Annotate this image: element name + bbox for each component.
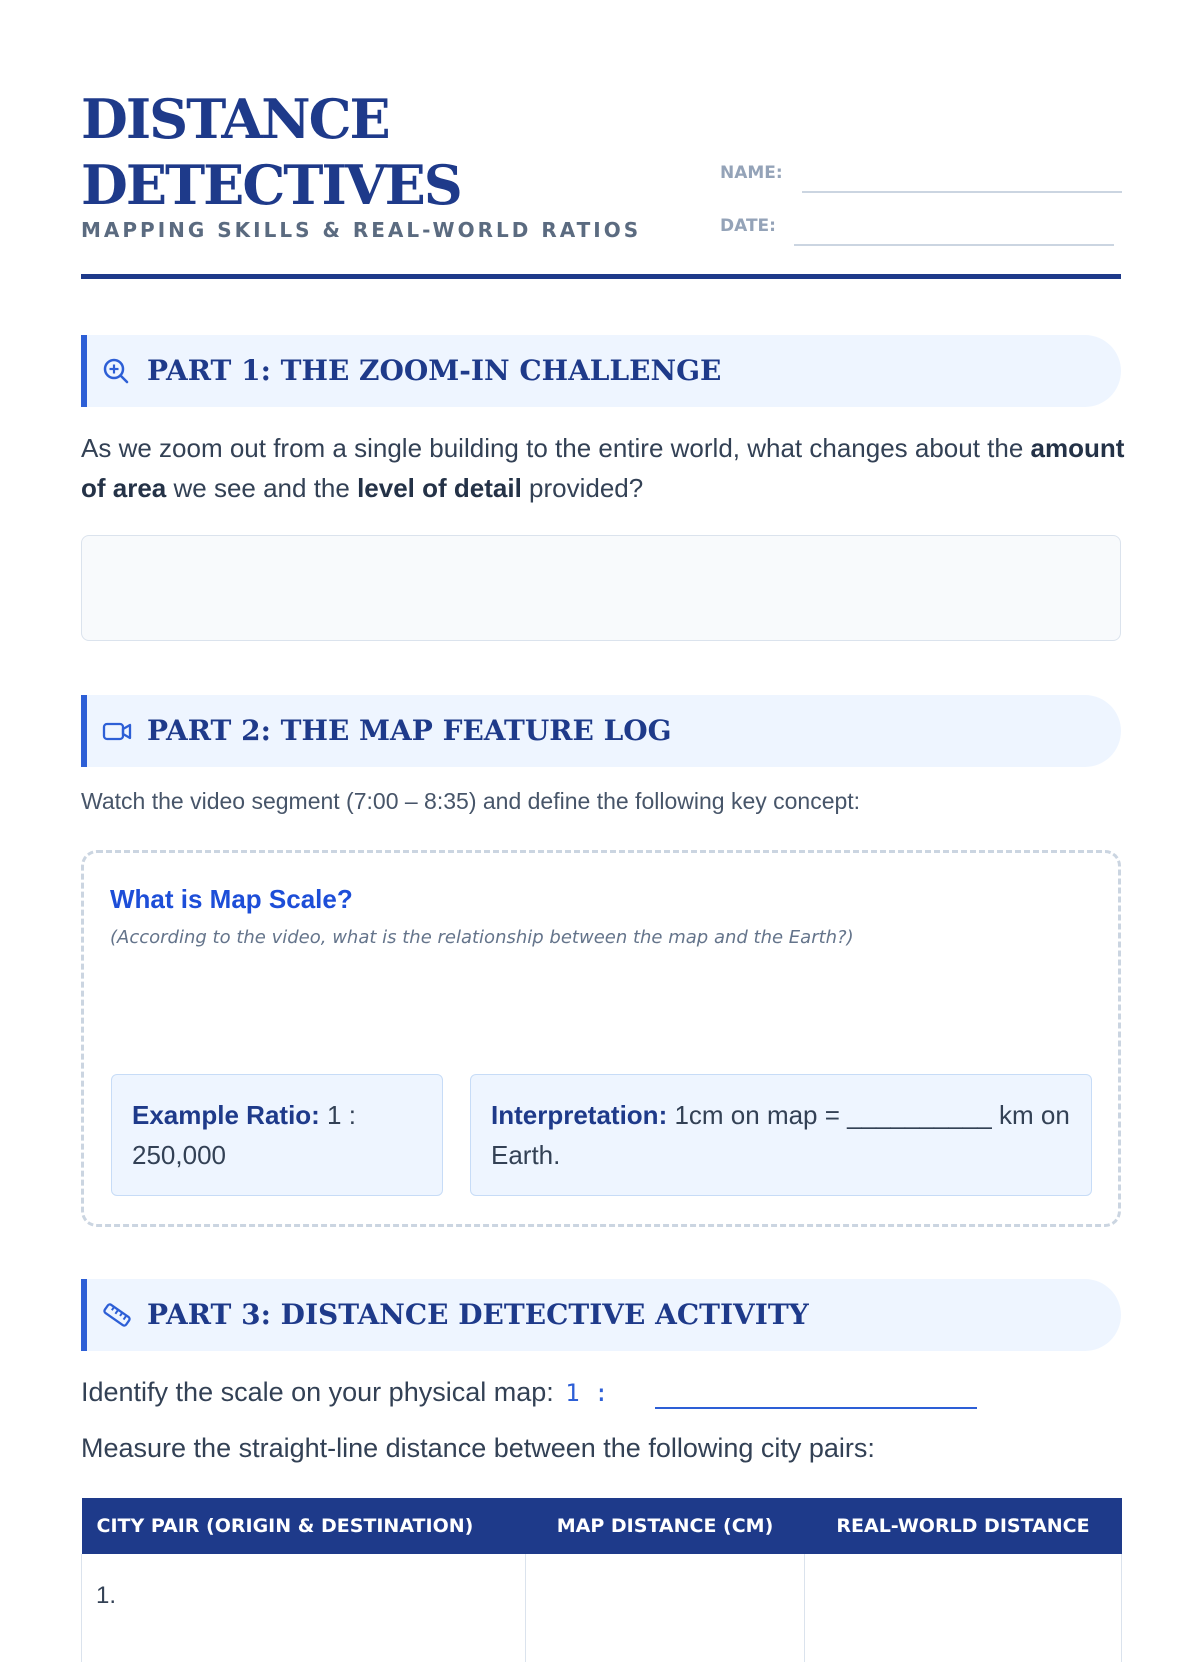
distance-table bbox=[81, 1498, 1122, 1662]
part1-answer-box[interactable] bbox=[81, 535, 1121, 641]
example-ratio-label: Example Ratio: bbox=[132, 1100, 320, 1130]
part1-question-bold-a: amount of area bbox=[81, 433, 1125, 503]
part1-question-bold-b: level of detail bbox=[357, 473, 522, 503]
part1-question bbox=[81, 428, 1131, 508]
example-ratio-card bbox=[111, 1074, 443, 1196]
interpretation-card bbox=[470, 1074, 1092, 1196]
section-header-part1 bbox=[81, 335, 1121, 407]
zoom-in-icon bbox=[101, 357, 133, 385]
date-label: DATE: bbox=[720, 216, 776, 236]
map-distance-cell[interactable] bbox=[526, 1554, 805, 1662]
map-scale-hint: (According to the video, what is the relationship between the map and the Earth?) bbox=[110, 927, 854, 948]
interpretation-label: Interpretation: bbox=[491, 1100, 668, 1130]
title-line-2: DETECTIVES bbox=[81, 153, 461, 217]
page-title bbox=[81, 86, 601, 218]
scale-ratio-prefix: 1 : bbox=[565, 1379, 609, 1407]
name-field[interactable] bbox=[802, 191, 1122, 193]
section-header-part3 bbox=[81, 1279, 1121, 1351]
interpretation-value: 1cm on map = __________ km on Earth. bbox=[491, 1100, 1070, 1170]
ruler-icon bbox=[101, 1301, 133, 1329]
table-header-row bbox=[82, 1498, 1122, 1554]
name-label: NAME: bbox=[720, 163, 783, 183]
table-row bbox=[82, 1554, 1122, 1662]
real-distance-cell[interactable] bbox=[805, 1554, 1122, 1662]
part1-question-text-a: As we zoom out from a single building to the entire world, what changes about the bbox=[81, 433, 1031, 463]
col-header-map-distance: MAP DISTANCE (CM) bbox=[526, 1498, 805, 1554]
part1-question-text-b: we see and the bbox=[166, 473, 358, 503]
section-header-part2 bbox=[81, 695, 1121, 767]
part1-title: PART 1: THE ZOOM-IN CHALLENGE bbox=[147, 354, 722, 387]
scale-prompt-row bbox=[81, 1377, 609, 1408]
page-subtitle: MAPPING SKILLS & REAL-WORLD RATIOS bbox=[81, 218, 642, 242]
measure-prompt: Measure the straight-line distance between the following city pairs: bbox=[81, 1433, 875, 1463]
col-header-real-distance: REAL-WORLD DISTANCE bbox=[805, 1498, 1122, 1554]
scale-prompt: Identify the scale on your physical map: bbox=[81, 1377, 554, 1407]
header-divider bbox=[81, 274, 1121, 279]
map-scale-question: What is Map Scale? bbox=[110, 884, 353, 914]
col-header-city-pair: CITY PAIR (ORIGIN & DESTINATION) bbox=[82, 1498, 526, 1554]
scale-answer-field[interactable] bbox=[655, 1407, 977, 1409]
part2-title: PART 2: THE MAP FEATURE LOG bbox=[147, 714, 672, 747]
city-pair-cell[interactable]: 1. bbox=[82, 1554, 526, 1662]
part3-title: PART 3: DISTANCE DETECTIVE ACTIVITY bbox=[147, 1298, 809, 1331]
date-field[interactable] bbox=[794, 244, 1114, 246]
part2-intro: Watch the video segment (7:00 – 8:35) and define the following key concept: bbox=[81, 788, 861, 814]
example-ratio-value: 1 : 250,000 bbox=[132, 1100, 356, 1170]
video-icon bbox=[101, 717, 133, 745]
title-line-1: DISTANCE bbox=[81, 87, 389, 151]
part1-question-text-c: provided? bbox=[521, 473, 644, 503]
